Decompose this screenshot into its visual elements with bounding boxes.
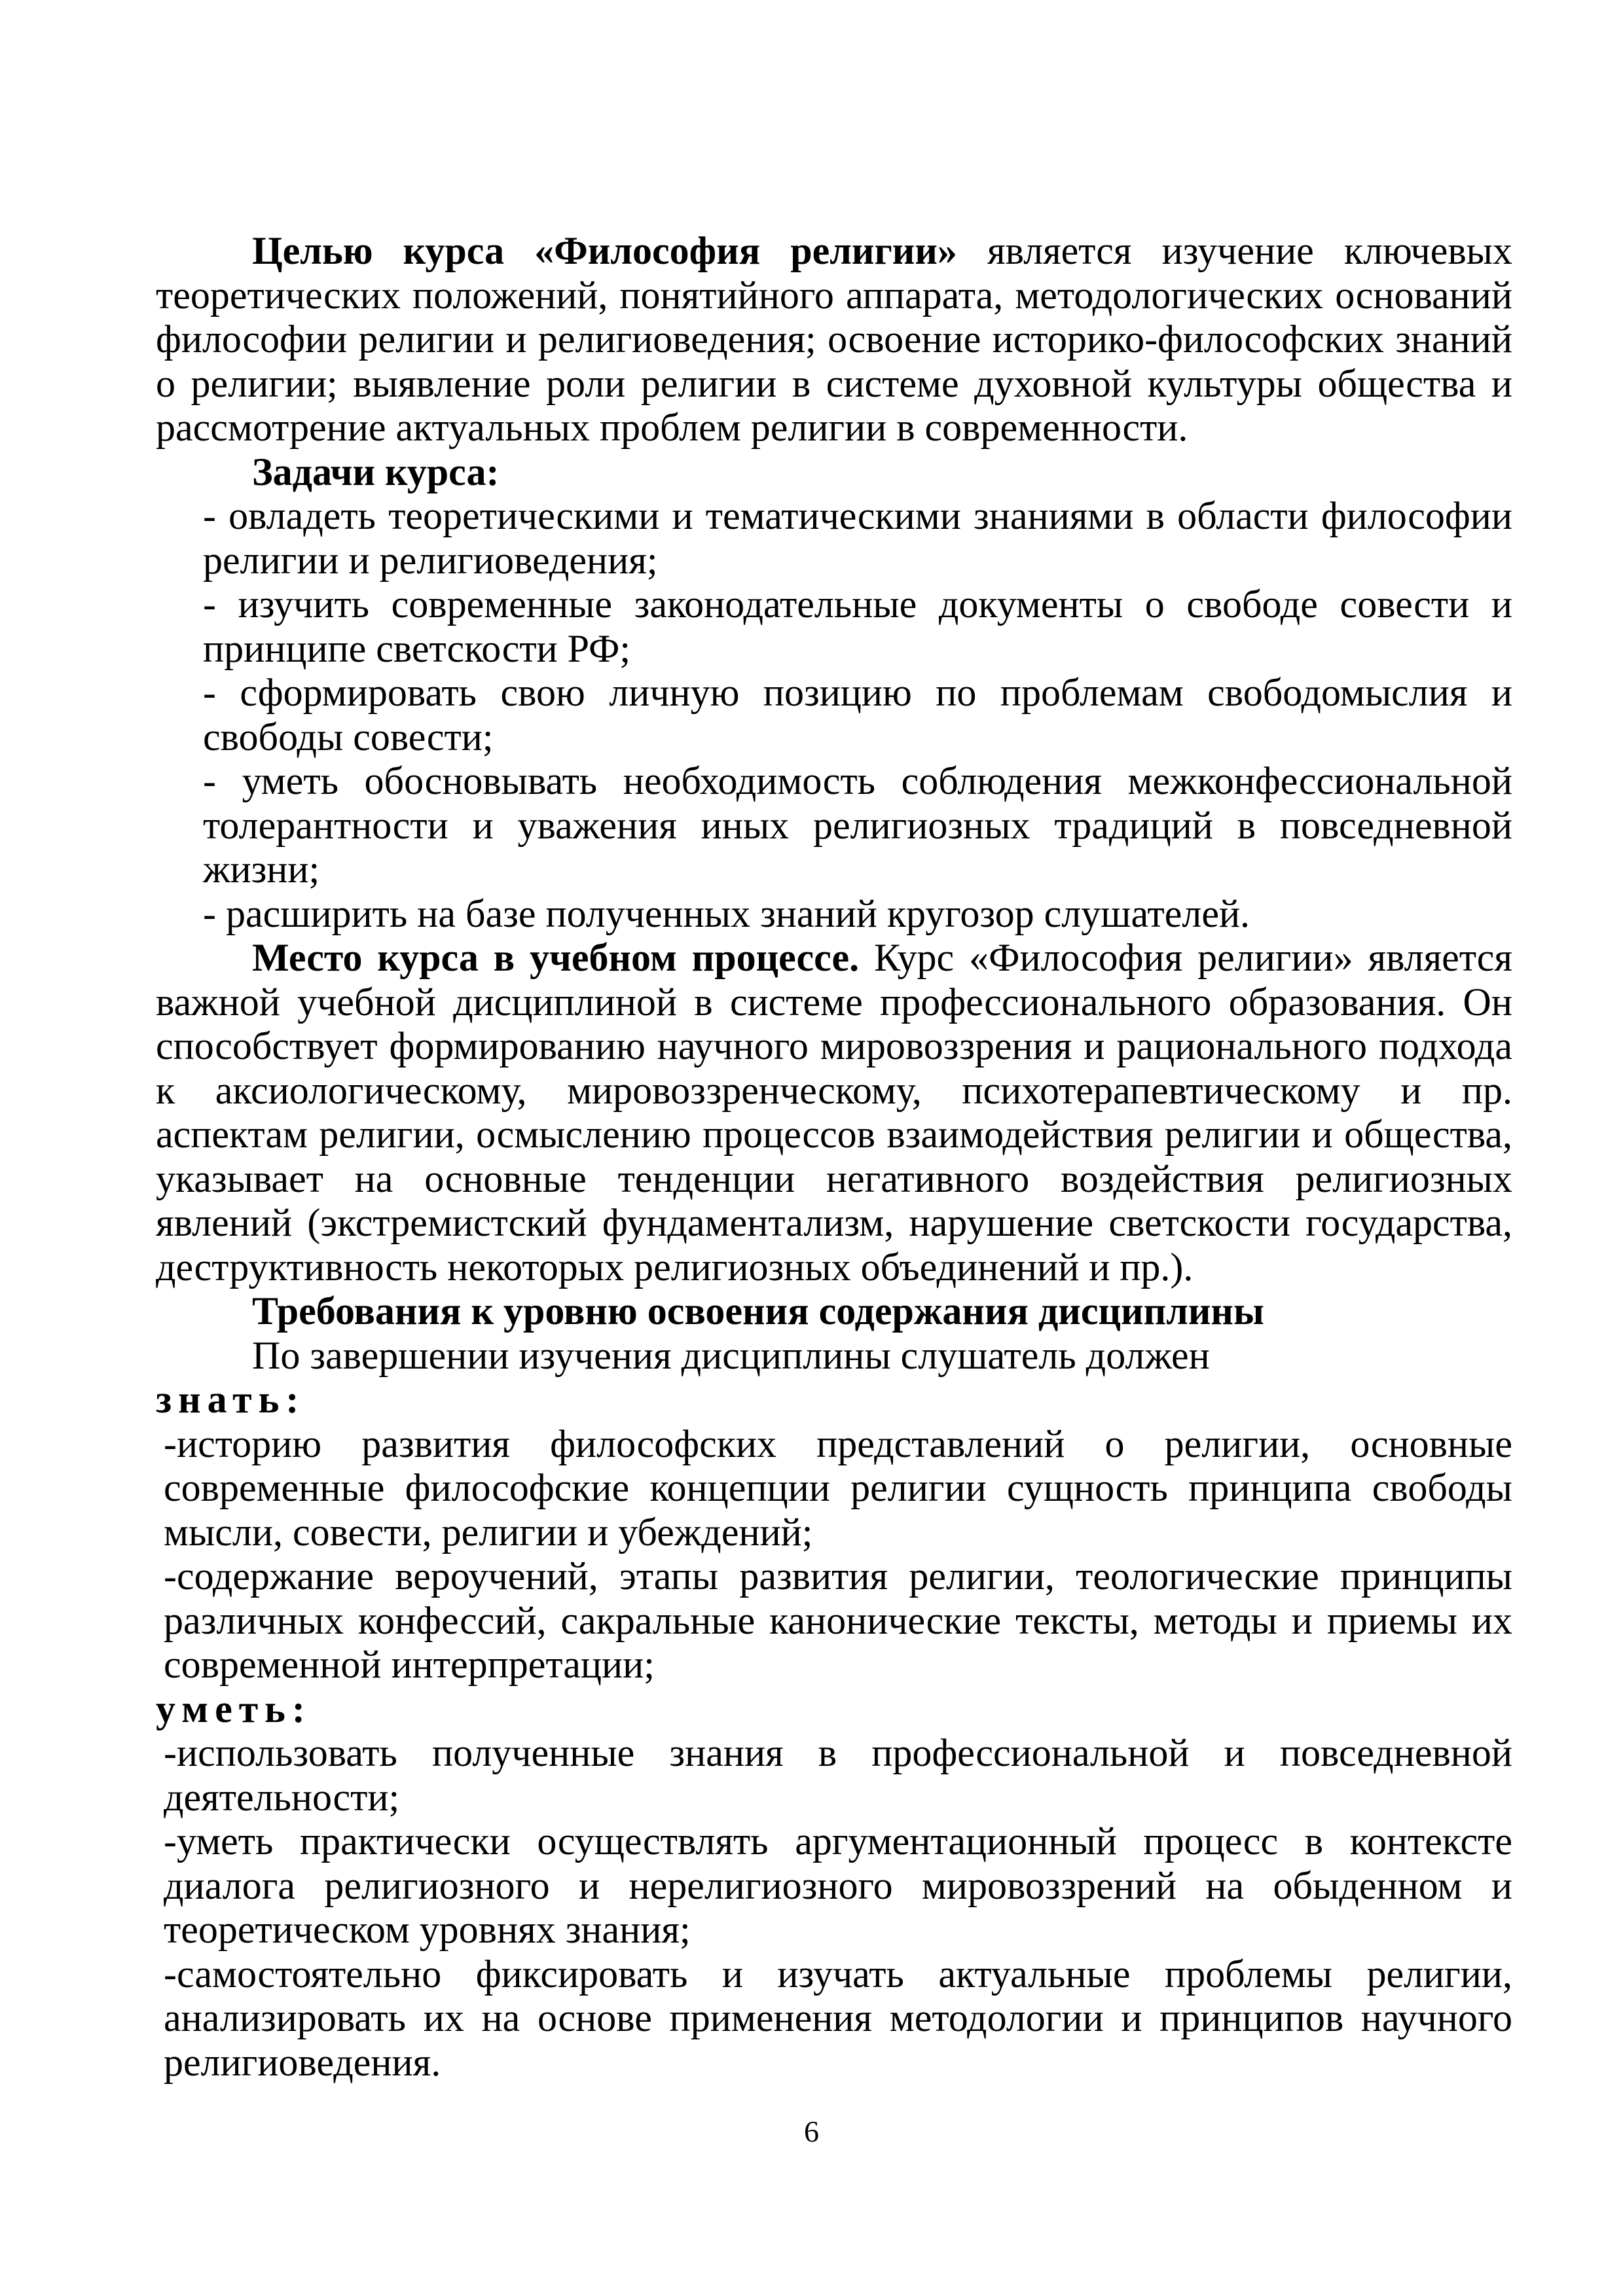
document-page bbox=[156, 229, 1512, 2085]
course-place-label: Место курса в учебном процессе. bbox=[252, 936, 860, 979]
requirements-heading: Требования к уровню освоения содержания дисциплины bbox=[252, 1289, 1264, 1333]
course-place-text: Курс «Философия религии» является важной учебной дисциплиной в системе профессионального образования. Он способствует формированию научного мировоззрения и рационального подхода к аксиологическому, мировоззренческому, психотерапевтическому и пр. аспектам религии, осмыслению процессов взаимодействия религии и общества, указывает на основные тенденции негативного воздействия религиозных явлений (экстремистский фундаментализм, нарушение светскости государства, деструктивность некоторых религиозных объединений и пр.). bbox=[156, 936, 1512, 1289]
know-item: -содержание вероучений, этапы развития религии, теологические принципы различных конфессий, сакральные канонические тексты, методы и приемы их современной интерпретации; bbox=[164, 1554, 1512, 1686]
can-item: -уметь практически осуществлять аргументационный процесс в контексте диалога религиозного и нерелигиозного мировоззрений на обыденном и теоретическом уровнях знания; bbox=[164, 1820, 1512, 1951]
can-item: -самостоятельно фиксировать и изучать актуальные проблемы религии, анализировать их на основе применения методологии и принципов научного религиоведения. bbox=[164, 1952, 1512, 2084]
requirements-intro: По завершении изучения дисциплины слушатель должен bbox=[252, 1333, 1210, 1377]
task-item: - уметь обосновывать необходимость соблюдения межконфессиональной толерантности и уважения иных религиозных традиций в повседневной жизни; bbox=[203, 759, 1512, 891]
course-goal-label: Целью курса «Философия религии» bbox=[252, 229, 957, 272]
task-item: - расширить на базе полученных знаний кругозор слушателей. bbox=[203, 891, 1250, 935]
page-number: 6 bbox=[804, 2115, 819, 2148]
task-item: - овладеть теоретическими и тематическими знаниями в области философии религии и религиоведения; bbox=[203, 494, 1512, 582]
course-place-paragraph bbox=[156, 936, 1512, 1289]
task-item: - изучить современные законодательные документы о свободе совести и принципе светскости РФ; bbox=[203, 583, 1512, 670]
course-goal-text: является изучение ключевых теоретических положений, понятийного аппарата, методологических оснований философии религии и религиоведения; освоение историко-философских знаний о религии; выявление роли религии в системе духовной культуры общества и рассмотрение актуальных проблем религии в современности. bbox=[156, 229, 1512, 449]
know-item: -историю развития философских представлений о религии, основные современные философские концепции религии сущность принципа свободы мысли, совести, религии и убеждений; bbox=[164, 1422, 1512, 1554]
course-goal-paragraph bbox=[156, 229, 1512, 450]
know-label: знать: bbox=[156, 1378, 306, 1421]
task-item: - сформировать свою личную позицию по проблемам свободомыслия и свободы совести; bbox=[203, 671, 1512, 759]
tasks-heading: Задачи курса: bbox=[252, 450, 500, 493]
can-label: уметь: bbox=[156, 1687, 312, 1731]
can-item: -использовать полученные знания в профессиональной и повседневной деятельности; bbox=[164, 1731, 1512, 1819]
